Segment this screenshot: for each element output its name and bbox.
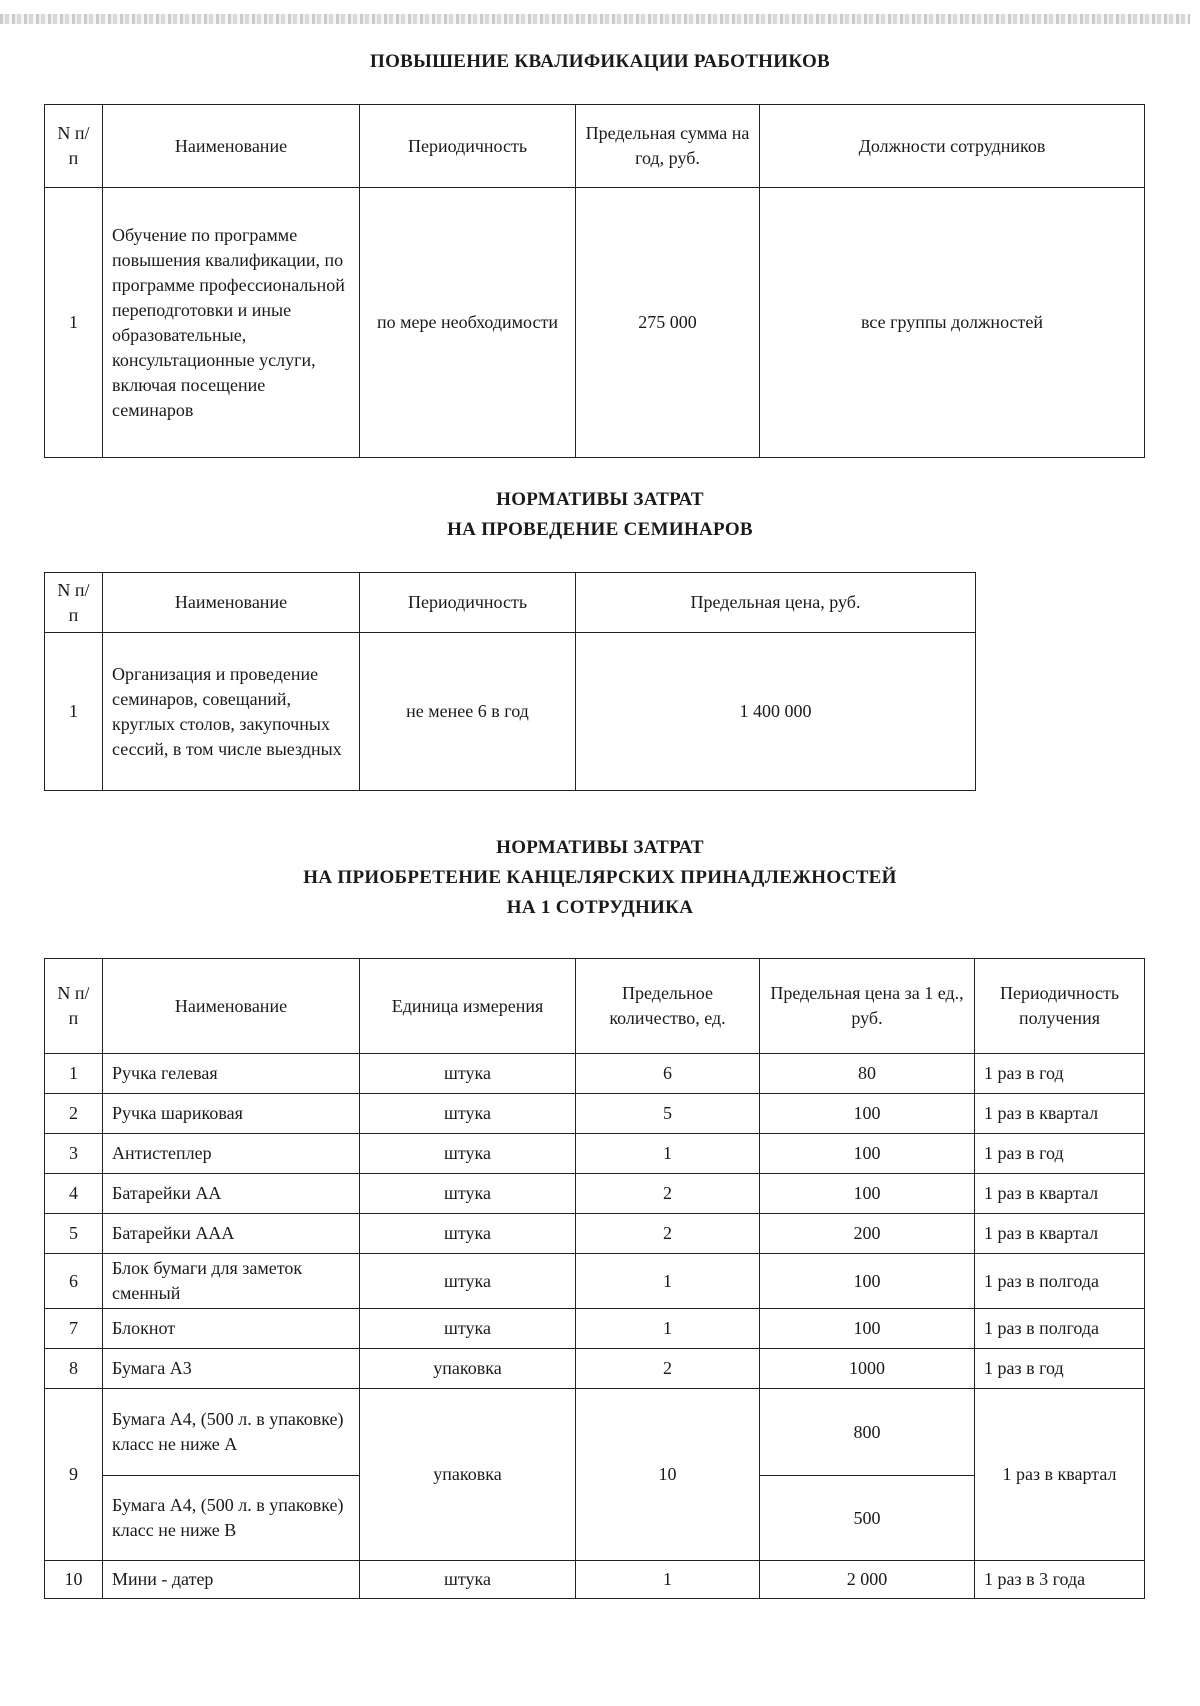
section3-title-line1: НОРМАТИВЫ ЗАТРАТ xyxy=(496,837,704,858)
cell-sum: 275 000 xyxy=(576,188,760,458)
section2-title-line2: НА ПРОВЕДЕНИЕ СЕМИНАРОВ xyxy=(447,519,753,540)
cell-name: Бумага А4, (500 л. в упаковке) класс не ниже А xyxy=(103,1389,360,1476)
cell-num: 5 xyxy=(45,1214,103,1254)
cell-price: 200 xyxy=(760,1214,975,1254)
cell-name: Бумага А4, (500 л. в упаковке) класс не ниже В xyxy=(103,1476,360,1561)
cell-period: 1 раз в полгода xyxy=(975,1254,1145,1309)
cell-qty: 5 xyxy=(576,1094,760,1134)
cell-qty: 10 xyxy=(576,1389,760,1561)
header-period: Периодичность получения xyxy=(975,959,1145,1054)
stationery-table xyxy=(44,958,1145,1599)
cell-name: Мини - датер xyxy=(103,1561,360,1599)
cell-name: Ручка гелевая xyxy=(103,1054,360,1094)
header-name: Наименование xyxy=(103,959,360,1054)
header-num: N п/п xyxy=(45,573,103,633)
cell-unit: штука xyxy=(360,1561,576,1599)
cell-num: 8 xyxy=(45,1349,103,1389)
cell-price: 100 xyxy=(760,1174,975,1214)
header-num: N п/п xyxy=(45,959,103,1054)
cell-num: 7 xyxy=(45,1309,103,1349)
cell-period: 1 раз в год xyxy=(975,1349,1145,1389)
cell-period: 1 раз в квартал xyxy=(975,1174,1145,1214)
cell-unit: штука xyxy=(360,1309,576,1349)
cell-num: 4 xyxy=(45,1174,103,1214)
cell-qty: 2 xyxy=(576,1214,760,1254)
table-row xyxy=(45,1254,1145,1309)
cell-name: Блокнот xyxy=(103,1309,360,1349)
cell-qty: 1 xyxy=(576,1309,760,1349)
section1-title-text: ПОВЫШЕНИЕ КВАЛИФИКАЦИИ РАБОТНИКОВ xyxy=(370,51,830,72)
cell-unit: упаковка xyxy=(360,1349,576,1389)
header-name: Наименование xyxy=(103,573,360,633)
cell-name: Ручка шариковая xyxy=(103,1094,360,1134)
cell-period: по мере необходимости xyxy=(360,188,576,458)
cell-price: 80 xyxy=(760,1054,975,1094)
cell-period: 1 раз в год xyxy=(975,1134,1145,1174)
section1-title xyxy=(0,47,1200,77)
cell-unit: штука xyxy=(360,1214,576,1254)
section3-title-line3: НА 1 СОТРУДНИКА xyxy=(506,897,694,918)
cell-unit: штука xyxy=(360,1054,576,1094)
cell-name: Батарейки ААА xyxy=(103,1214,360,1254)
cell-name: Батарейки АА xyxy=(103,1174,360,1214)
table-row xyxy=(45,1134,1145,1174)
cell-qty: 1 xyxy=(576,1561,760,1599)
cell-period: 1 раз в полгода xyxy=(975,1309,1145,1349)
cell-price: 1000 xyxy=(760,1349,975,1389)
cell-num: 1 xyxy=(45,1054,103,1094)
cell-price: 2 000 xyxy=(760,1561,975,1599)
table-row xyxy=(45,1561,1145,1599)
table-row xyxy=(45,1309,1145,1349)
header-name: Наименование xyxy=(103,105,360,188)
cell-price: 800 xyxy=(760,1389,975,1476)
cell-name: Блок бумаги для заметок сменный xyxy=(103,1254,360,1309)
cell-name: Организация и проведение семинаров, совещаний, круглых столов, закупочных сессий, в том числе выездных xyxy=(103,633,360,791)
cell-period: не менее 6 в год xyxy=(360,633,576,791)
cell-price: 1 400 000 xyxy=(576,633,976,791)
training-row xyxy=(45,188,1145,458)
stationery-header-row xyxy=(45,959,1145,1054)
header-price: Предельная цена за 1 ед., руб. xyxy=(760,959,975,1054)
cell-qty: 2 xyxy=(576,1349,760,1389)
cell-name: Антистеплер xyxy=(103,1134,360,1174)
cell-name: Обучение по программе повышения квалификации, по программе профессиональной переподготовки и иные образовательные, консультационные услуги, включая посещение семинаров xyxy=(103,188,360,458)
cell-num: 6 xyxy=(45,1254,103,1309)
section2-title xyxy=(0,485,1200,545)
cell-positions: все группы должностей xyxy=(760,188,1145,458)
cell-period: 1 раз в год xyxy=(975,1054,1145,1094)
section3-title xyxy=(0,833,1200,923)
cell-num: 1 xyxy=(45,188,103,458)
cell-period: 1 раз в квартал xyxy=(975,1214,1145,1254)
header-period: Периодичность xyxy=(360,105,576,188)
cell-period: 1 раз в квартал xyxy=(975,1389,1145,1561)
cell-unit: штука xyxy=(360,1174,576,1214)
seminars-row xyxy=(45,633,976,791)
cell-period: 1 раз в 3 года xyxy=(975,1561,1145,1599)
table-row xyxy=(45,1054,1145,1094)
cell-price: 100 xyxy=(760,1309,975,1349)
cell-num: 3 xyxy=(45,1134,103,1174)
cell-unit: штука xyxy=(360,1134,576,1174)
cell-price: 100 xyxy=(760,1134,975,1174)
cell-qty: 6 xyxy=(576,1054,760,1094)
cell-price: 100 xyxy=(760,1254,975,1309)
header-price: Предельная цена, руб. xyxy=(576,573,976,633)
training-header-row xyxy=(45,105,1145,188)
stationery-rows xyxy=(45,1054,1145,1389)
cell-price: 100 xyxy=(760,1094,975,1134)
header-num: N п/п xyxy=(45,105,103,188)
table-row xyxy=(45,1094,1145,1134)
cell-num: 1 xyxy=(45,633,103,791)
cell-qty: 2 xyxy=(576,1174,760,1214)
header-unit: Единица измерения xyxy=(360,959,576,1054)
training-table xyxy=(44,104,1145,458)
cell-name: Бумага А3 xyxy=(103,1349,360,1389)
table-row xyxy=(45,1174,1145,1214)
section2-title-line1: НОРМАТИВЫ ЗАТРАТ xyxy=(496,489,704,510)
cell-unit: штука xyxy=(360,1254,576,1309)
cell-num: 2 xyxy=(45,1094,103,1134)
section3-title-line2: НА ПРИОБРЕТЕНИЕ КАНЦЕЛЯРСКИХ ПРИНАДЛЕЖНОСТЕЙ xyxy=(303,867,897,888)
cell-num: 10 xyxy=(45,1561,103,1599)
cell-price: 500 xyxy=(760,1476,975,1561)
table-row xyxy=(45,1389,1145,1476)
cell-unit: упаковка xyxy=(360,1389,576,1561)
seminars-header-row xyxy=(45,573,976,633)
header-qty: Предельное количество, ед. xyxy=(576,959,760,1054)
cell-period: 1 раз в квартал xyxy=(975,1094,1145,1134)
table-row xyxy=(45,1349,1145,1389)
header-positions: Должности сотрудников xyxy=(760,105,1145,188)
header-sum: Предельная сумма на год, руб. xyxy=(576,105,760,188)
table-row xyxy=(45,1214,1145,1254)
cell-qty: 1 xyxy=(576,1134,760,1174)
seminars-table xyxy=(44,572,976,791)
cell-qty: 1 xyxy=(576,1254,760,1309)
scan-noise-strip xyxy=(0,14,1190,24)
cell-unit: штука xyxy=(360,1094,576,1134)
header-period: Периодичность xyxy=(360,573,576,633)
cell-num: 9 xyxy=(45,1389,103,1561)
